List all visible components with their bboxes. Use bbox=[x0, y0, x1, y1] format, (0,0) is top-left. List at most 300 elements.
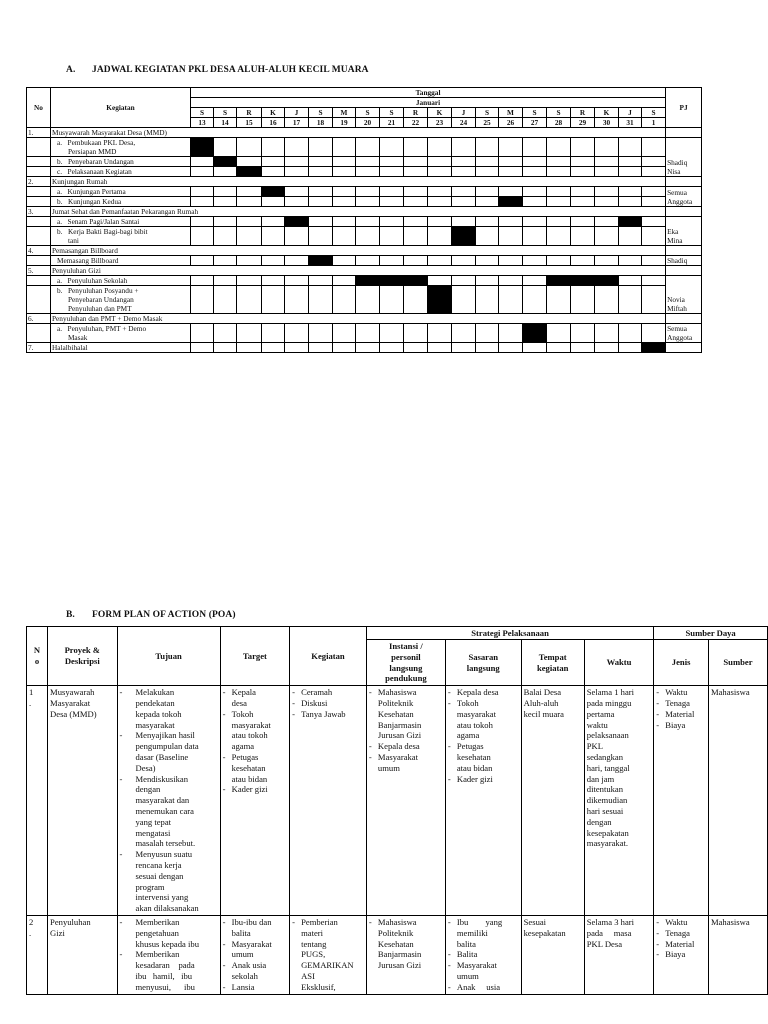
schedule-empty-cell bbox=[309, 276, 333, 286]
schedule-row-no bbox=[27, 197, 51, 207]
schedule-empty-cell bbox=[642, 187, 666, 197]
poa-target-list-item: - Tokoh masyarakat atau tokoh agama bbox=[223, 709, 287, 752]
poa-target-list-item: - Masyarakat umum bbox=[223, 939, 287, 961]
schedule-empty-cell bbox=[523, 217, 547, 227]
schedule-empty-cell bbox=[262, 256, 285, 266]
schedule-activity-group: Kunjungan Rumah bbox=[51, 177, 666, 187]
schedule-empty-cell bbox=[452, 167, 476, 177]
schedule-empty-cell bbox=[547, 157, 571, 167]
schedule-empty-cell bbox=[547, 197, 571, 207]
schedule-empty-cell bbox=[476, 138, 499, 157]
schedule-empty-cell bbox=[595, 256, 619, 266]
schedule-day-label: S bbox=[476, 108, 499, 118]
schedule-filled-cell bbox=[237, 167, 262, 177]
schedule-empty-cell bbox=[523, 343, 547, 353]
poa-tujuan bbox=[117, 915, 220, 994]
poa-tujuan bbox=[117, 686, 220, 916]
poa-header-proyek: Proyek & Deskripsi bbox=[48, 627, 117, 686]
poa-jenis bbox=[654, 915, 709, 994]
poa-instansi-list-item: - Kepala desa bbox=[369, 741, 443, 752]
poa-sasaran-list-item: - Kepala desa bbox=[448, 687, 519, 698]
schedule-empty-cell bbox=[428, 167, 452, 177]
schedule-empty-cell bbox=[237, 324, 262, 343]
poa-row-no: 2 . bbox=[27, 915, 48, 994]
schedule-pj-cell bbox=[666, 207, 702, 217]
schedule-empty-cell bbox=[428, 256, 452, 266]
schedule-filled-cell bbox=[595, 276, 619, 286]
schedule-day-label: S bbox=[642, 108, 666, 118]
schedule-day-label: K bbox=[428, 108, 452, 118]
poa-target bbox=[220, 915, 289, 994]
poa-instansi-list-item: - Mahasiswa Politeknik Kesehatan Banjarmasin Jurusan Gizi bbox=[369, 687, 443, 741]
schedule-empty-cell bbox=[523, 157, 547, 167]
schedule-empty-cell bbox=[571, 187, 595, 197]
schedule-row-no bbox=[27, 167, 51, 177]
schedule-pj-cell: Shadiq Nisa bbox=[666, 138, 702, 177]
schedule-table bbox=[26, 87, 702, 353]
schedule-pj-cell bbox=[666, 246, 702, 256]
schedule-empty-cell bbox=[547, 286, 571, 314]
schedule-empty-cell bbox=[404, 138, 428, 157]
schedule-empty-cell bbox=[619, 256, 642, 266]
schedule-empty-cell bbox=[333, 197, 356, 207]
schedule-empty-cell bbox=[404, 343, 428, 353]
schedule-empty-cell bbox=[499, 138, 523, 157]
schedule-empty-cell bbox=[499, 343, 523, 353]
schedule-row-no: 4. bbox=[27, 246, 51, 256]
schedule-empty-cell bbox=[428, 138, 452, 157]
schedule-activity-group: Jumat Sehat dan Pemanfaatan Pekarangan Rumah bbox=[51, 207, 666, 217]
schedule-pj-cell bbox=[666, 343, 702, 353]
schedule-day-label: J bbox=[285, 108, 309, 118]
schedule-row bbox=[27, 324, 702, 343]
poa-jenis-list-item: - Biaya bbox=[656, 720, 706, 731]
schedule-empty-cell bbox=[404, 227, 428, 246]
schedule-empty-cell bbox=[262, 286, 285, 314]
schedule-empty-cell bbox=[262, 138, 285, 157]
schedule-empty-cell bbox=[191, 286, 214, 314]
schedule-empty-cell bbox=[237, 197, 262, 207]
schedule-empty-cell bbox=[404, 157, 428, 167]
schedule-empty-cell bbox=[214, 324, 237, 343]
schedule-row bbox=[27, 246, 702, 256]
poa-target-list-item: - Lansia bbox=[223, 982, 287, 993]
schedule-empty-cell bbox=[380, 197, 404, 207]
schedule-filled-cell bbox=[404, 276, 428, 286]
schedule-row bbox=[27, 217, 702, 227]
schedule-empty-cell bbox=[309, 217, 333, 227]
schedule-empty-cell bbox=[571, 343, 595, 353]
poa-waktu: Selama 1 hari pada minggu pertama waktu pelaksanaan PKL sedangkan hari, tanggal dan jam ditentukan dikemudian hari sesuai dengan kesepakatan masyarakat. bbox=[584, 686, 653, 916]
schedule-empty-cell bbox=[237, 286, 262, 314]
poa-header-sasaran: Sasaran langsung bbox=[445, 640, 521, 686]
poa-sasaran bbox=[445, 915, 521, 994]
poa-jenis-list-item: - Material bbox=[656, 939, 706, 950]
schedule-empty-cell bbox=[404, 217, 428, 227]
schedule-day-label: R bbox=[237, 108, 262, 118]
schedule-row-no: 2. bbox=[27, 177, 51, 187]
poa-row bbox=[27, 686, 768, 916]
poa-header-tempat: Tempat kegiatan bbox=[521, 640, 584, 686]
schedule-date-label: 22 bbox=[404, 118, 428, 128]
schedule-activity: a. Pembukaan PKL Desa, Persiapan MMD bbox=[51, 138, 191, 157]
schedule-empty-cell bbox=[309, 138, 333, 157]
poa-instansi-list-item: - Masyarakat umum bbox=[369, 752, 443, 774]
schedule-row-no: 1. bbox=[27, 128, 51, 138]
schedule-row-no bbox=[27, 138, 51, 157]
schedule-empty-cell bbox=[619, 286, 642, 314]
schedule-empty-cell bbox=[547, 227, 571, 246]
schedule-empty-cell bbox=[333, 157, 356, 167]
schedule-empty-cell bbox=[642, 157, 666, 167]
poa-jenis-list bbox=[656, 917, 706, 960]
schedule-empty-cell bbox=[356, 217, 380, 227]
schedule-row-no bbox=[27, 324, 51, 343]
poa-sasaran bbox=[445, 686, 521, 916]
schedule-filled-cell bbox=[452, 227, 476, 246]
schedule-empty-cell bbox=[595, 286, 619, 314]
schedule-row-no bbox=[27, 217, 51, 227]
schedule-empty-cell bbox=[642, 197, 666, 207]
schedule-empty-cell bbox=[476, 227, 499, 246]
schedule-empty-cell bbox=[476, 256, 499, 266]
schedule-activity-group: Penyuluhan dan PMT + Demo Masak bbox=[51, 314, 666, 324]
schedule-pj-cell: Shadiq bbox=[666, 256, 702, 266]
schedule-empty-cell bbox=[191, 343, 214, 353]
schedule-empty-cell bbox=[237, 227, 262, 246]
schedule-empty-cell bbox=[285, 227, 309, 246]
schedule-empty-cell bbox=[191, 256, 214, 266]
schedule-date-label: 31 bbox=[619, 118, 642, 128]
schedule-day-label: K bbox=[262, 108, 285, 118]
schedule-empty-cell bbox=[428, 157, 452, 167]
poa-sasaran-list-item: - Ibu yang memiliki balita bbox=[448, 917, 519, 949]
schedule-empty-cell bbox=[285, 167, 309, 177]
schedule-date-label: 29 bbox=[571, 118, 595, 128]
schedule-date-label: 16 bbox=[262, 118, 285, 128]
schedule-empty-cell bbox=[428, 324, 452, 343]
schedule-empty-cell bbox=[571, 324, 595, 343]
schedule-empty-cell bbox=[476, 324, 499, 343]
poa-sasaran-list-item: - Kader gizi bbox=[448, 774, 519, 785]
schedule-empty-cell bbox=[428, 197, 452, 207]
schedule-date-label: 24 bbox=[452, 118, 476, 128]
schedule-pj-cell: Semua Anggota bbox=[666, 324, 702, 343]
section-a-heading: JADWAL KEGIATAN PKL DESA ALUH-ALUH KECIL MUARA bbox=[92, 65, 369, 75]
poa-target-list-item: - Kepala desa bbox=[223, 687, 287, 709]
schedule-empty-cell bbox=[404, 324, 428, 343]
schedule-empty-cell bbox=[191, 217, 214, 227]
schedule-empty-cell bbox=[619, 343, 642, 353]
schedule-empty-cell bbox=[309, 197, 333, 207]
schedule-date-label: 19 bbox=[333, 118, 356, 128]
schedule-empty-cell bbox=[380, 138, 404, 157]
schedule-empty-cell bbox=[214, 343, 237, 353]
schedule-row-no bbox=[27, 157, 51, 167]
schedule-date-label: 23 bbox=[428, 118, 452, 128]
poa-kegiatan bbox=[290, 686, 367, 916]
poa-header-kegiatan: Kegiatan bbox=[290, 627, 367, 686]
schedule-row bbox=[27, 157, 702, 167]
schedule-empty-cell bbox=[309, 343, 333, 353]
schedule-empty-cell bbox=[523, 276, 547, 286]
schedule-empty-cell bbox=[595, 324, 619, 343]
schedule-empty-cell bbox=[356, 286, 380, 314]
schedule-empty-cell bbox=[523, 256, 547, 266]
schedule-activity: b. Kerja Bakti Bagi-bagi bibit tani bbox=[51, 227, 191, 246]
schedule-day-label: M bbox=[333, 108, 356, 118]
schedule-empty-cell bbox=[380, 227, 404, 246]
schedule-pj-cell: Semua Anggota bbox=[666, 187, 702, 207]
schedule-empty-cell bbox=[214, 187, 237, 197]
schedule-empty-cell bbox=[619, 187, 642, 197]
poa-kegiatan-list bbox=[292, 687, 364, 719]
schedule-day-label: S bbox=[356, 108, 380, 118]
schedule-day-label: S bbox=[214, 108, 237, 118]
schedule-row-no bbox=[27, 286, 51, 314]
schedule-empty-cell bbox=[642, 256, 666, 266]
schedule-empty-cell bbox=[356, 227, 380, 246]
poa-row bbox=[27, 915, 768, 994]
schedule-empty-cell bbox=[476, 167, 499, 177]
schedule-row bbox=[27, 177, 702, 187]
schedule-empty-cell bbox=[476, 217, 499, 227]
schedule-empty-cell bbox=[642, 324, 666, 343]
schedule-empty-cell bbox=[262, 227, 285, 246]
poa-target-list bbox=[223, 687, 287, 795]
poa-kegiatan-list-item: - Tanya Jawab bbox=[292, 709, 364, 720]
schedule-activity: b. Penyebaran Undangan bbox=[51, 157, 191, 167]
schedule-filled-cell bbox=[523, 324, 547, 343]
poa-instansi-list-item: - Mahasiswa Politeknik Kesehatan Banjarmasin Jurusan Gizi bbox=[369, 917, 443, 971]
schedule-day-label: J bbox=[619, 108, 642, 118]
schedule-empty-cell bbox=[214, 197, 237, 207]
schedule-empty-cell bbox=[452, 187, 476, 197]
schedule-date-label: 14 bbox=[214, 118, 237, 128]
schedule-date-label: 26 bbox=[499, 118, 523, 128]
schedule-row bbox=[27, 138, 702, 157]
poa-tujuan-list-item: - Menyajikan hasil pengumpulan data dasar (Baseline Desa) bbox=[120, 730, 218, 773]
schedule-day-label: S bbox=[191, 108, 214, 118]
schedule-pj-cell bbox=[666, 128, 702, 138]
poa-tujuan-list-item: - Memberikan pengetahuan khusus kepada ibu bbox=[120, 917, 218, 949]
schedule-filled-cell bbox=[309, 256, 333, 266]
poa-kegiatan-list-item: - Ceramah bbox=[292, 687, 364, 698]
schedule-filled-cell bbox=[285, 217, 309, 227]
schedule-header-no: No bbox=[27, 88, 51, 128]
schedule-header-kegiatan: Kegiatan bbox=[51, 88, 191, 128]
schedule-empty-cell bbox=[356, 187, 380, 197]
schedule-empty-cell bbox=[619, 227, 642, 246]
schedule-pj-cell: Eka Mina bbox=[666, 217, 702, 246]
schedule-empty-cell bbox=[404, 197, 428, 207]
schedule-empty-cell bbox=[595, 343, 619, 353]
schedule-empty-cell bbox=[523, 187, 547, 197]
schedule-empty-cell bbox=[214, 217, 237, 227]
schedule-row-no bbox=[27, 276, 51, 286]
schedule-empty-cell bbox=[428, 227, 452, 246]
schedule-pj-cell bbox=[666, 314, 702, 324]
schedule-empty-cell bbox=[499, 227, 523, 246]
schedule-empty-cell bbox=[499, 167, 523, 177]
poa-instansi bbox=[366, 686, 445, 916]
schedule-row-no bbox=[27, 256, 51, 266]
schedule-empty-cell bbox=[476, 197, 499, 207]
schedule-empty-cell bbox=[595, 187, 619, 197]
schedule-empty-cell bbox=[191, 197, 214, 207]
poa-sumber: Mahasiswa bbox=[708, 686, 767, 916]
schedule-empty-cell bbox=[356, 324, 380, 343]
schedule-empty-cell bbox=[333, 343, 356, 353]
schedule-empty-cell bbox=[285, 256, 309, 266]
schedule-empty-cell bbox=[380, 256, 404, 266]
schedule-empty-cell bbox=[523, 197, 547, 207]
section-a-number: A. bbox=[66, 65, 76, 75]
schedule-empty-cell bbox=[356, 256, 380, 266]
schedule-empty-cell bbox=[262, 157, 285, 167]
schedule-row bbox=[27, 256, 702, 266]
poa-header-waktu: Waktu bbox=[584, 640, 653, 686]
schedule-date-label: 21 bbox=[380, 118, 404, 128]
poa-sasaran-list-item: - Petugas kesehatan atau bidan bbox=[448, 741, 519, 773]
schedule-header-pj: PJ bbox=[666, 88, 702, 128]
section-b-number: B. bbox=[66, 610, 75, 620]
schedule-empty-cell bbox=[404, 187, 428, 197]
schedule-empty-cell bbox=[595, 227, 619, 246]
schedule-empty-cell bbox=[191, 324, 214, 343]
poa-target-list-item: - Petugas kesehatan atau bidan bbox=[223, 752, 287, 784]
poa-kegiatan bbox=[290, 915, 367, 994]
poa-tujuan-list-item: - Memberikan kesadaran pada ibu hamil, ibu menyusui, ibu bbox=[120, 949, 218, 992]
schedule-empty-cell bbox=[333, 227, 356, 246]
schedule-date-label: 15 bbox=[237, 118, 262, 128]
schedule-filled-cell bbox=[499, 197, 523, 207]
schedule-empty-cell bbox=[428, 217, 452, 227]
schedule-date-label: 20 bbox=[356, 118, 380, 128]
schedule-row bbox=[27, 314, 702, 324]
schedule-empty-cell bbox=[642, 217, 666, 227]
schedule-empty-cell bbox=[356, 138, 380, 157]
schedule-date-label: 25 bbox=[476, 118, 499, 128]
schedule-empty-cell bbox=[309, 227, 333, 246]
poa-row-no: 1 . bbox=[27, 686, 48, 916]
schedule-empty-cell bbox=[595, 138, 619, 157]
schedule-empty-cell bbox=[571, 138, 595, 157]
poa-kegiatan-list bbox=[292, 917, 364, 993]
schedule-empty-cell bbox=[523, 286, 547, 314]
schedule-activity: c. Pelaksanaan Kegiatan bbox=[51, 167, 191, 177]
schedule-empty-cell bbox=[214, 227, 237, 246]
schedule-empty-cell bbox=[452, 276, 476, 286]
schedule-row bbox=[27, 227, 702, 246]
schedule-activity: b. Penyuluhan Posyandu + Penyebaran Undangan Penyuluhan dan PMT bbox=[51, 286, 191, 314]
schedule-empty-cell bbox=[452, 324, 476, 343]
poa-instansi-list bbox=[369, 917, 443, 971]
poa-sasaran-list-item: - Tokoh masyarakat atau tokoh agama bbox=[448, 698, 519, 741]
poa-jenis-list-item: - Tenaga bbox=[656, 928, 706, 939]
schedule-empty-cell bbox=[619, 324, 642, 343]
schedule-empty-cell bbox=[499, 286, 523, 314]
poa-tujuan-list bbox=[120, 917, 218, 993]
poa-header-sumber-daya: Sumber Daya bbox=[654, 627, 768, 640]
schedule-empty-cell bbox=[380, 217, 404, 227]
schedule-empty-cell bbox=[428, 187, 452, 197]
schedule-empty-cell bbox=[333, 217, 356, 227]
poa-header-sumber: Sumber bbox=[708, 640, 767, 686]
schedule-empty-cell bbox=[547, 256, 571, 266]
schedule-empty-cell bbox=[262, 276, 285, 286]
poa-sasaran-list-item: - Anak usia bbox=[448, 982, 519, 993]
schedule-day-label: R bbox=[571, 108, 595, 118]
schedule-empty-cell bbox=[476, 343, 499, 353]
schedule-empty-cell bbox=[619, 276, 642, 286]
schedule-empty-cell bbox=[571, 167, 595, 177]
poa-proyek: Penyuluhan Gizi bbox=[48, 915, 117, 994]
poa-tujuan-list-item: - Menyusun suatu rencana kerja sesuai dengan program intervensi yang akan dilaksanakan bbox=[120, 849, 218, 914]
schedule-empty-cell bbox=[380, 343, 404, 353]
schedule-empty-cell bbox=[547, 343, 571, 353]
poa-proyek: Musyawarah Masyarakat Desa (MMD) bbox=[48, 686, 117, 916]
poa-header-target: Target bbox=[220, 627, 289, 686]
schedule-empty-cell bbox=[571, 217, 595, 227]
schedule-empty-cell bbox=[642, 227, 666, 246]
schedule-row-no: 3. bbox=[27, 207, 51, 217]
schedule-filled-cell bbox=[428, 286, 452, 314]
schedule-date-label: 27 bbox=[523, 118, 547, 128]
schedule-empty-cell bbox=[595, 157, 619, 167]
schedule-empty-cell bbox=[499, 276, 523, 286]
poa-kegiatan-list-item: - Pemberian materi tentang PUGS, GEMARIKAN ASI Eksklusif, bbox=[292, 917, 364, 993]
poa-header-jenis: Jenis bbox=[654, 640, 709, 686]
schedule-row bbox=[27, 343, 702, 353]
schedule-empty-cell bbox=[380, 167, 404, 177]
schedule-empty-cell bbox=[262, 343, 285, 353]
poa-instansi-list bbox=[369, 687, 443, 773]
schedule-empty-cell bbox=[356, 157, 380, 167]
schedule-empty-cell bbox=[237, 256, 262, 266]
schedule-empty-cell bbox=[214, 138, 237, 157]
schedule-date-label: 18 bbox=[309, 118, 333, 128]
schedule-empty-cell bbox=[452, 138, 476, 157]
schedule-empty-cell bbox=[214, 167, 237, 177]
schedule-header-month: Januari bbox=[191, 98, 666, 108]
poa-jenis-list-item: - Biaya bbox=[656, 949, 706, 960]
poa-sasaran-list bbox=[448, 917, 519, 993]
schedule-empty-cell bbox=[214, 256, 237, 266]
poa-jenis-list-item: - Waktu bbox=[656, 917, 706, 928]
schedule-day-label: S bbox=[380, 108, 404, 118]
schedule-row-no: 7. bbox=[27, 343, 51, 353]
schedule-empty-cell bbox=[619, 197, 642, 207]
schedule-filled-cell bbox=[547, 276, 571, 286]
schedule-empty-cell bbox=[619, 157, 642, 167]
schedule-empty-cell bbox=[285, 138, 309, 157]
schedule-empty-cell bbox=[380, 286, 404, 314]
schedule-empty-cell bbox=[476, 286, 499, 314]
schedule-empty-cell bbox=[571, 286, 595, 314]
schedule-empty-cell bbox=[547, 217, 571, 227]
poa-jenis-list-item: - Waktu bbox=[656, 687, 706, 698]
poa-tujuan-list bbox=[120, 687, 218, 914]
schedule-day-label: J bbox=[452, 108, 476, 118]
schedule-row-no bbox=[27, 187, 51, 197]
schedule-empty-cell bbox=[595, 197, 619, 207]
poa-tujuan-list-item: - Melakukan pendekatan kepada tokoh masyarakat bbox=[120, 687, 218, 730]
schedule-empty-cell bbox=[642, 167, 666, 177]
schedule-empty-cell bbox=[523, 227, 547, 246]
schedule-empty-cell bbox=[285, 197, 309, 207]
poa-target-list-item: - Ibu-ibu dan balita bbox=[223, 917, 287, 939]
